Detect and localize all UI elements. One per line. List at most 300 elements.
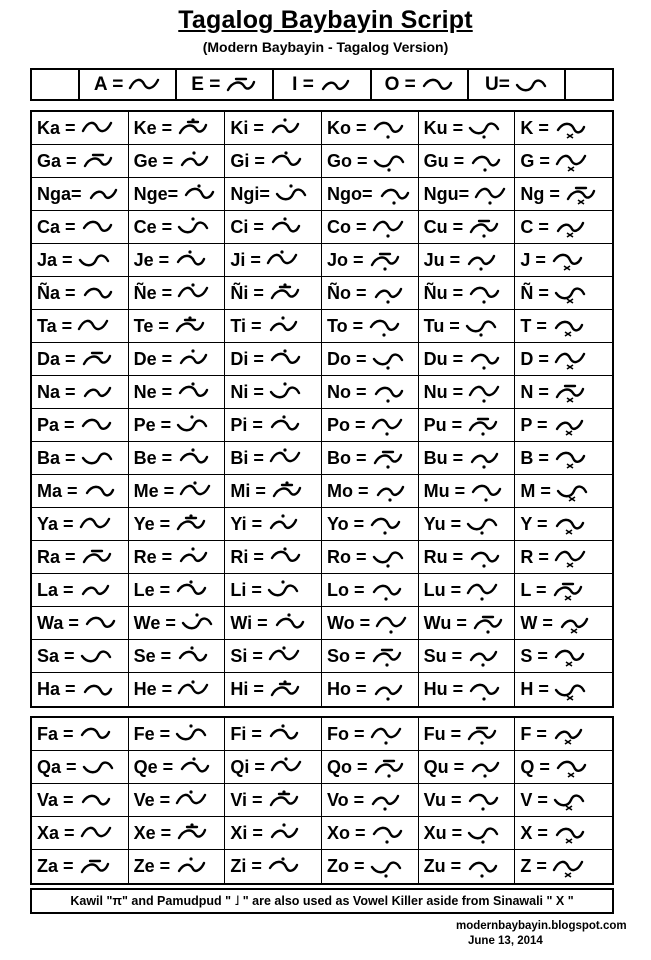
syllable-cell <box>32 244 129 277</box>
baybayin-glyph-icon <box>174 856 208 878</box>
syllable-label: H = <box>520 679 549 699</box>
syllable-cell <box>515 817 612 850</box>
syllable-label: R = <box>520 546 549 567</box>
baybayin-glyph-icon <box>78 579 112 601</box>
baybayin-glyph-icon <box>553 546 587 568</box>
syllable-cell <box>225 343 322 376</box>
syllable-cell <box>225 442 322 475</box>
syllable-cell <box>515 343 612 376</box>
syllable-label: Za = <box>37 856 74 876</box>
syllable-cell <box>32 673 129 706</box>
syllable-cell <box>515 409 612 442</box>
syllable-label: Ñu = <box>423 282 464 303</box>
baybayin-glyph-icon <box>464 315 498 337</box>
syllable-cell <box>225 541 322 574</box>
syllable-cell <box>225 784 322 817</box>
syllable-cell <box>129 145 226 178</box>
syllable-label: Ja = <box>37 249 73 270</box>
syllable-cell <box>322 508 419 541</box>
syllable-cell <box>322 817 419 850</box>
syllable-cell <box>322 211 419 244</box>
syllable-cell <box>322 376 419 409</box>
syllable-cell <box>225 376 322 409</box>
syllable-cell <box>32 541 129 574</box>
baybayin-glyph-icon <box>80 546 114 568</box>
syllable-cell <box>515 475 612 508</box>
syllable-cell <box>515 442 612 475</box>
baybayin-glyph-icon <box>372 756 406 778</box>
vowel-cell <box>177 70 274 99</box>
syllable-cell <box>129 310 226 343</box>
baybayin-glyph-icon <box>553 216 587 238</box>
syllable-label: Po = <box>326 414 366 435</box>
syllable-label: Ha = <box>37 679 76 699</box>
syllable-cell <box>322 409 419 442</box>
syllable-label: Xe = <box>133 822 172 843</box>
syllable-cell <box>129 343 226 376</box>
baybayin-glyph-icon <box>371 348 405 370</box>
syllable-label: L = <box>520 579 547 600</box>
syllable-label: So = <box>326 645 366 666</box>
syllable-cell <box>515 850 612 883</box>
baybayin-glyph-icon <box>176 546 210 568</box>
syllable-label: Nga= <box>37 183 82 204</box>
baybayin-glyph-icon <box>553 348 587 370</box>
syllable-label: Fe = <box>133 723 171 744</box>
baybayin-glyph-icon <box>267 822 301 844</box>
baybayin-glyph-icon <box>176 447 210 469</box>
baybayin-glyph-icon <box>550 249 584 271</box>
syllable-label: Pa = <box>37 414 75 435</box>
syllable-label: F = <box>520 723 547 744</box>
syllable-label: Ñi = <box>230 282 264 303</box>
baybayin-ou-icon <box>420 74 454 96</box>
syllable-label: Do = <box>326 348 367 369</box>
syllable-label: T = <box>520 315 547 336</box>
baybayin-glyph-icon <box>371 216 405 238</box>
vowel-cell <box>80 70 177 99</box>
syllable-cell <box>32 376 129 409</box>
baybayin-glyph-icon <box>469 480 503 502</box>
syllable-label: Ngi= <box>230 183 270 204</box>
vowel-label: A = <box>93 73 124 95</box>
vowel-cell <box>372 70 469 99</box>
syllable-cell <box>322 277 419 310</box>
baybayin-glyph-icon <box>369 579 403 601</box>
vowel-table-right-edge <box>566 70 612 99</box>
baybayin-glyph-icon <box>464 249 498 271</box>
syllable-cell <box>322 475 419 508</box>
syllable-label: Ni = <box>230 381 264 402</box>
syllable-label: Ga = <box>37 150 77 171</box>
syllable-cell <box>32 310 129 343</box>
syllable-label: M = <box>520 480 551 501</box>
baybayin-glyph-icon <box>177 150 211 172</box>
baybayin-glyph-icon <box>467 117 501 139</box>
syllable-cell <box>225 475 322 508</box>
syllable-label: Fu = <box>423 723 462 744</box>
syllable-label: Ro = <box>326 546 367 567</box>
syllable-cell <box>129 508 226 541</box>
baybayin-glyph-icon <box>466 822 500 844</box>
syllable-cell <box>419 343 516 376</box>
baybayin-glyph-icon <box>175 414 209 436</box>
syllable-cell <box>322 640 419 673</box>
syllable-label: Pi = <box>230 414 263 435</box>
syllable-cell <box>515 784 612 817</box>
baybayin-glyph-icon <box>182 183 216 205</box>
baybayin-glyph-icon <box>80 117 114 139</box>
syllable-label: Wa = <box>37 612 79 633</box>
syllable-cell <box>322 541 419 574</box>
baybayin-glyph-icon <box>368 513 402 535</box>
baybayin-glyph-icon <box>173 315 207 337</box>
baybayin-ei-icon <box>318 74 352 96</box>
baybayin-ou-icon <box>514 74 548 96</box>
vowel-label: O = <box>384 73 416 95</box>
syllable-cell <box>129 850 226 883</box>
baybayin-glyph-icon <box>368 249 402 271</box>
syllable-label: X = <box>520 822 548 843</box>
syllable-cell <box>419 673 516 706</box>
baybayin-glyph-icon <box>80 679 114 701</box>
baybayin-glyph-icon <box>175 645 209 667</box>
baybayin-glyph-icon <box>267 645 301 667</box>
syllable-label: Se = <box>133 645 172 666</box>
baybayin-glyph-icon <box>176 348 210 370</box>
baybayin-glyph-icon <box>369 723 403 745</box>
syllable-cell <box>129 607 226 640</box>
syllable-label: Vu = <box>423 789 462 810</box>
syllable-label: Ñe = <box>133 282 173 303</box>
baybayin-glyph-icon <box>83 612 117 634</box>
syllable-cell <box>225 178 322 211</box>
syllable-cell <box>419 145 516 178</box>
baybayin-glyph-icon <box>268 679 302 701</box>
baybayin-glyph-icon <box>77 249 111 271</box>
consonant-table <box>30 110 614 708</box>
syllable-cell <box>515 508 612 541</box>
syllable-label: Ra = <box>37 546 76 567</box>
syllable-label: Hu = <box>423 679 464 699</box>
syllable-label: Ri = <box>230 546 264 567</box>
syllable-cell <box>32 475 129 508</box>
syllable-label: Ti = <box>230 315 262 336</box>
syllable-label: Xo = <box>326 822 366 843</box>
syllable-cell <box>322 178 419 211</box>
syllable-label: Lu = <box>423 579 462 600</box>
syllable-label: Le = <box>133 579 171 600</box>
baybayin-ei-icon <box>224 74 258 96</box>
syllable-cell <box>515 310 612 343</box>
syllable-label: Ño = <box>326 282 367 303</box>
syllable-cell <box>129 574 226 607</box>
syllable-label: K = <box>520 117 549 138</box>
source-website: modernbaybayin.blogspot.com <box>456 920 627 932</box>
syllable-label: Ko = <box>326 117 367 138</box>
syllable-cell <box>515 640 612 673</box>
syllable-cell <box>32 112 129 145</box>
syllable-cell <box>515 112 612 145</box>
syllable-cell <box>32 145 129 178</box>
baybayin-glyph-icon <box>553 381 587 403</box>
baybayin-glyph-icon <box>86 183 120 205</box>
syllable-cell <box>322 145 419 178</box>
syllable-cell <box>515 574 612 607</box>
baybayin-glyph-icon <box>82 480 116 502</box>
baybayin-glyph-icon <box>473 183 507 205</box>
syllable-cell <box>225 817 322 850</box>
syllable-label: Ba = <box>37 447 76 468</box>
baybayin-glyph-icon <box>374 612 408 634</box>
syllable-label: Fi = <box>230 723 262 744</box>
baybayin-glyph-icon <box>78 513 112 535</box>
vowel-table-left-edge <box>32 70 80 99</box>
baybayin-glyph-icon <box>466 789 500 811</box>
baybayin-glyph-icon <box>268 216 302 238</box>
syllable-cell <box>32 508 129 541</box>
foreign-letters-table <box>30 716 614 885</box>
syllable-label: Yu = <box>423 513 462 534</box>
syllable-label: Co = <box>326 216 367 237</box>
syllable-label: D = <box>520 348 549 369</box>
syllable-cell <box>32 817 129 850</box>
baybayin-glyph-icon <box>471 612 505 634</box>
syllable-label: J = <box>520 249 546 270</box>
syllable-cell <box>129 817 226 850</box>
syllable-label: No = <box>326 381 367 402</box>
syllable-label: He = <box>133 679 173 699</box>
baybayin-glyph-icon <box>80 282 114 304</box>
syllable-cell <box>419 244 516 277</box>
syllable-label: P = <box>520 414 548 435</box>
baybayin-glyph-icon <box>81 150 115 172</box>
baybayin-glyph-icon <box>265 249 299 271</box>
syllable-cell <box>322 343 419 376</box>
baybayin-glyph-icon <box>174 789 208 811</box>
syllable-cell <box>32 850 129 883</box>
baybayin-glyph-icon <box>78 789 112 811</box>
syllable-label: Xu = <box>423 822 463 843</box>
syllable-label: Qo = <box>326 756 368 777</box>
baybayin-glyph-icon <box>466 414 500 436</box>
syllable-cell <box>32 784 129 817</box>
syllable-label: Ju = <box>423 249 461 270</box>
syllable-cell <box>32 718 129 751</box>
syllable-label: Pe = <box>133 414 172 435</box>
syllable-cell <box>225 112 322 145</box>
baybayin-glyph-icon <box>78 856 112 878</box>
syllable-cell <box>225 751 322 784</box>
syllable-label: Sa = <box>37 645 75 666</box>
syllable-cell <box>225 718 322 751</box>
syllable-label: Wu = <box>423 612 467 633</box>
syllable-cell <box>419 850 516 883</box>
publication-date: June 13, 2014 <box>468 935 543 947</box>
syllable-label: Y = <box>520 513 548 534</box>
syllable-label: Xa = <box>37 822 75 843</box>
baybayin-glyph-icon <box>552 513 586 535</box>
syllable-cell <box>129 640 226 673</box>
baybayin-glyph-icon <box>266 723 300 745</box>
vowel-label: U= <box>485 73 510 95</box>
syllable-label: Jo = <box>326 249 364 270</box>
syllable-cell <box>419 409 516 442</box>
syllable-label: Li = <box>230 579 262 600</box>
baybayin-glyph-icon <box>173 249 207 271</box>
baybayin-glyph-icon <box>176 679 210 701</box>
syllable-label: Ku = <box>423 117 464 138</box>
syllable-label: Qe = <box>133 756 174 777</box>
syllable-cell <box>129 673 226 706</box>
syllable-cell <box>129 277 226 310</box>
baybayin-glyph-icon <box>269 150 303 172</box>
syllable-label: Bo = <box>326 447 367 468</box>
syllable-label: Ñ = <box>520 282 549 303</box>
syllable-cell <box>322 244 419 277</box>
syllable-label: Gu = <box>423 150 465 171</box>
syllable-label: Qu = <box>423 756 465 777</box>
baybayin-glyph-icon <box>268 117 302 139</box>
syllable-label: Bu = <box>423 447 464 468</box>
baybayin-glyph-icon <box>269 756 303 778</box>
vowel-table <box>30 68 614 101</box>
baybayin-glyph-icon <box>467 679 501 701</box>
baybayin-glyph-icon <box>373 480 407 502</box>
syllable-cell <box>419 817 516 850</box>
baybayin-glyph-icon <box>371 546 405 568</box>
syllable-label: Xi = <box>230 822 263 843</box>
syllable-label: S = <box>520 645 548 666</box>
baybayin-glyph-icon <box>81 756 115 778</box>
syllable-cell <box>225 508 322 541</box>
syllable-cell <box>419 376 516 409</box>
syllable-cell <box>515 607 612 640</box>
syllable-cell <box>419 718 516 751</box>
syllable-cell <box>129 541 226 574</box>
syllable-cell <box>32 409 129 442</box>
baybayin-glyph-icon <box>79 645 113 667</box>
syllable-label: Va = <box>37 789 74 810</box>
syllable-cell <box>129 442 226 475</box>
syllable-cell <box>129 784 226 817</box>
syllable-label: Be = <box>133 447 173 468</box>
syllable-cell <box>322 112 419 145</box>
baybayin-glyph-icon <box>468 756 502 778</box>
baybayin-glyph-icon <box>174 579 208 601</box>
baybayin-glyph-icon <box>178 480 212 502</box>
baybayin-glyph-icon <box>468 150 502 172</box>
syllable-cell <box>32 607 129 640</box>
syllable-label: Tu = <box>423 315 460 336</box>
syllable-label: Gi = <box>230 150 265 171</box>
baybayin-glyph-icon <box>465 513 499 535</box>
syllable-label: Di = <box>230 348 264 369</box>
syllable-cell <box>322 718 419 751</box>
syllable-cell <box>32 277 129 310</box>
baybayin-glyph-icon <box>368 789 402 811</box>
baybayin-glyph-icon <box>180 612 214 634</box>
baybayin-glyph-icon <box>266 579 300 601</box>
baybayin-glyph-icon <box>268 381 302 403</box>
vowel-label: I = <box>292 73 314 95</box>
baybayin-glyph-icon <box>551 579 585 601</box>
syllable-cell <box>515 244 612 277</box>
syllable-cell <box>419 607 516 640</box>
baybayin-glyph-icon <box>175 822 209 844</box>
syllable-label: C = <box>520 216 549 237</box>
baybayin-glyph-icon <box>554 150 588 172</box>
baybayin-glyph-icon <box>268 546 302 568</box>
syllable-cell <box>515 751 612 784</box>
page-title: Tagalog Baybayin Script <box>178 6 473 34</box>
syllable-label: Vo = <box>326 789 365 810</box>
syllable-label: Yi = <box>230 513 263 534</box>
vowel-cell <box>274 70 371 99</box>
baybayin-glyph-icon <box>553 282 587 304</box>
baybayin-glyph-icon <box>467 282 501 304</box>
syllable-cell <box>129 178 226 211</box>
syllable-cell <box>322 784 419 817</box>
syllable-label: Z = <box>520 856 547 876</box>
syllable-label: Nge= <box>133 183 179 204</box>
baybayin-glyph-icon <box>80 216 114 238</box>
syllable-cell <box>419 178 516 211</box>
page-subtitle: (Modern Baybayin - Tagalog Version) <box>202 39 449 55</box>
baybayin-glyph-icon <box>467 546 501 568</box>
syllable-label: Ña = <box>37 282 76 303</box>
syllable-label: Ce = <box>133 216 173 237</box>
baybayin-glyph-icon <box>377 183 411 205</box>
baybayin-glyph-icon <box>174 723 208 745</box>
syllable-cell <box>515 211 612 244</box>
syllable-label: Re = <box>133 546 173 567</box>
baybayin-glyph-icon <box>555 480 589 502</box>
syllable-label: Ji = <box>230 249 261 270</box>
baybayin-glyph-icon <box>176 117 210 139</box>
syllable-cell <box>419 211 516 244</box>
baybayin-glyph-icon <box>79 414 113 436</box>
baybayin-glyph-icon <box>371 679 405 701</box>
syllable-label: Ne = <box>133 381 173 402</box>
syllable-cell <box>322 850 419 883</box>
syllable-cell <box>225 409 322 442</box>
syllable-label: W = <box>520 612 553 633</box>
syllable-label: Q = <box>520 756 550 777</box>
baybayin-glyph-icon <box>465 723 499 745</box>
syllable-cell <box>129 112 226 145</box>
syllable-cell <box>32 178 129 211</box>
baybayin-glyph-icon <box>467 447 501 469</box>
baybayin-glyph-icon <box>553 117 587 139</box>
syllable-label: Ng = <box>520 183 560 204</box>
baybayin-glyph-icon <box>465 579 499 601</box>
baybayin-glyph-icon <box>466 645 500 667</box>
syllable-label: Zu = <box>423 856 462 876</box>
baybayin-glyph-icon <box>371 381 405 403</box>
syllable-label: Ho = <box>326 679 367 699</box>
syllable-cell <box>322 673 419 706</box>
syllable-label: Mu = <box>423 480 466 501</box>
baybayin-glyph-icon <box>467 348 501 370</box>
syllable-label: Na = <box>37 381 76 402</box>
baybayin-glyph-icon <box>267 789 301 811</box>
baybayin-glyph-icon <box>564 183 598 205</box>
syllable-label: N = <box>520 381 549 402</box>
syllable-cell <box>322 751 419 784</box>
syllable-cell <box>225 244 322 277</box>
syllable-cell <box>129 751 226 784</box>
